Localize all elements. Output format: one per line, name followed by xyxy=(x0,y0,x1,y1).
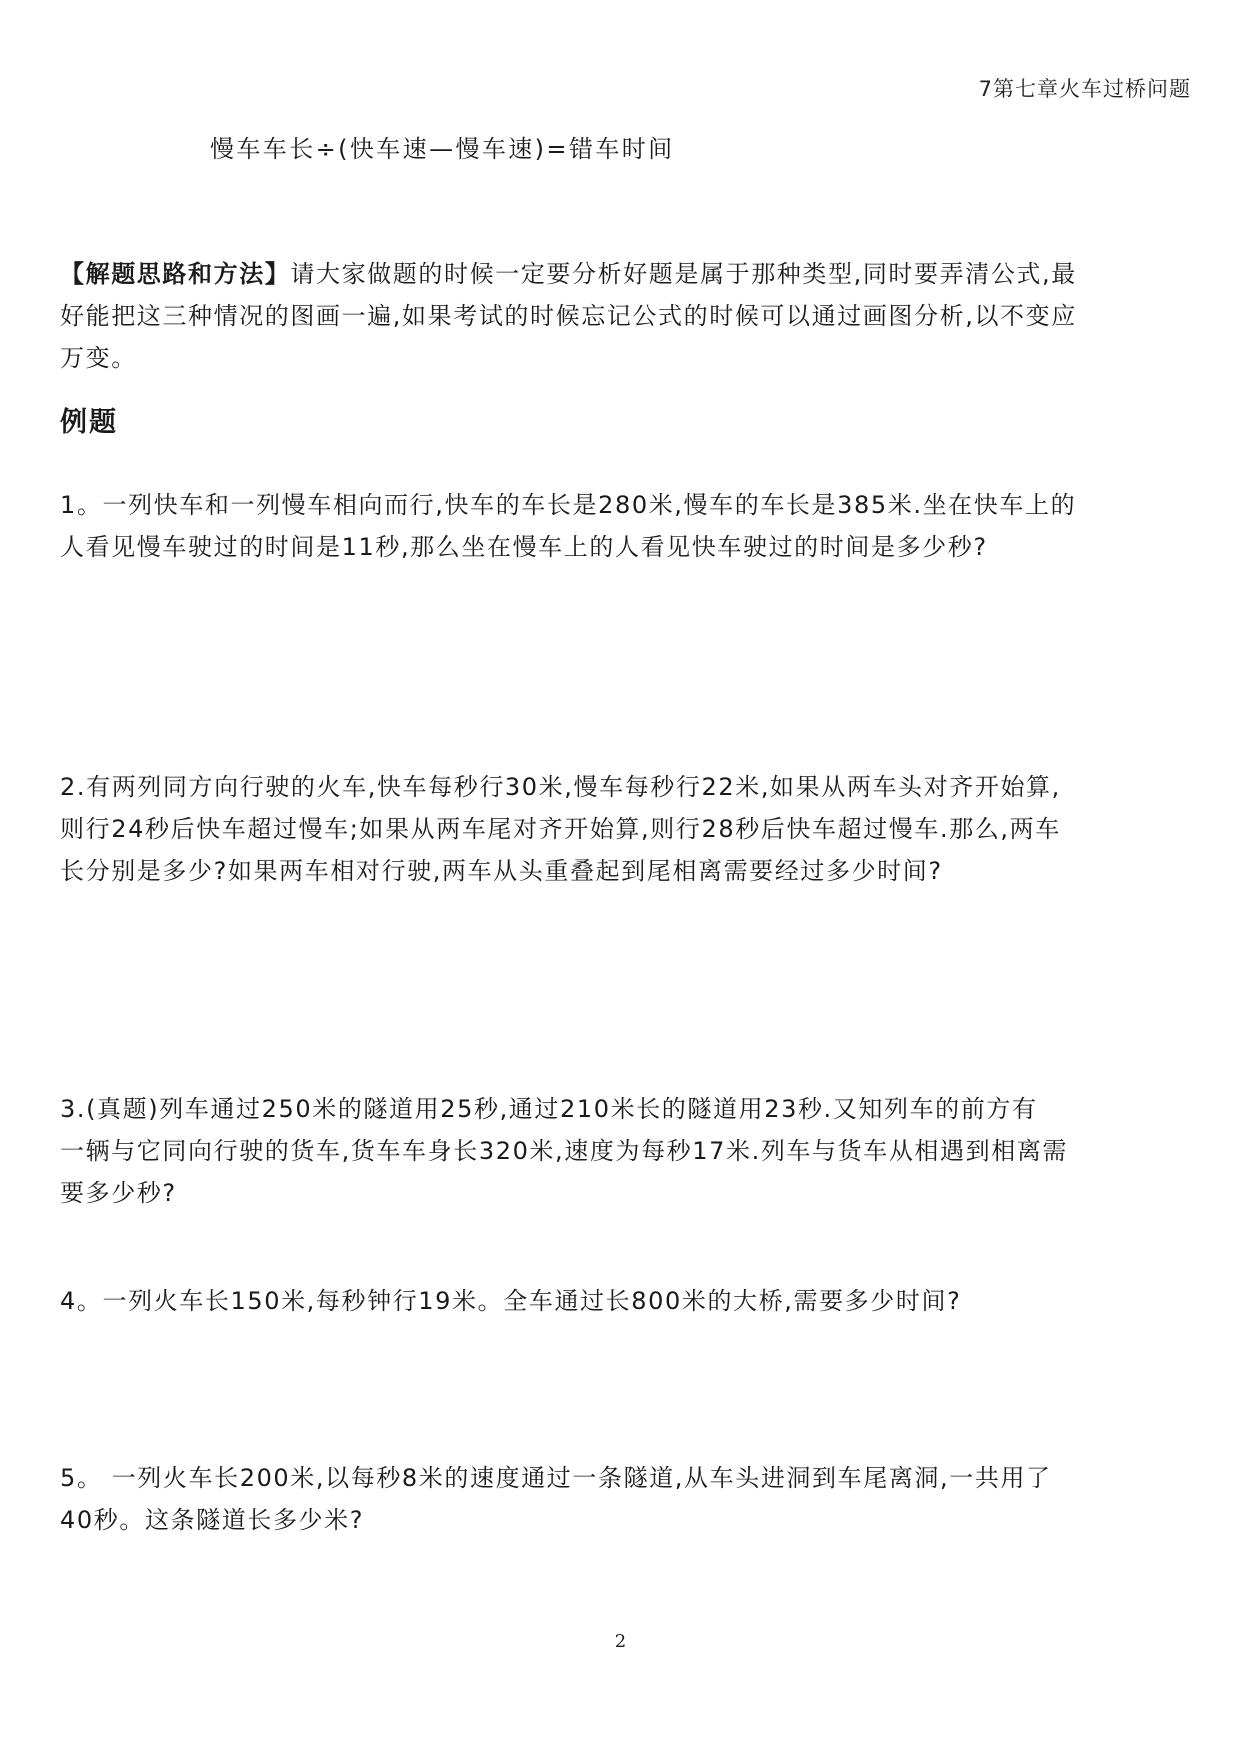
question-line: 4。一列火车长150米,每秒钟行19米。全车通过长800米的大桥,需要多少时间? xyxy=(60,1287,962,1315)
formula-line: 慢车车长÷(快车速—慢车速)=错车时间 xyxy=(210,135,675,163)
question-line: 则行24秒后快车超过慢车;如果从两车尾对齐开始算,则行28秒后快车超过慢车.那么,两车 xyxy=(60,815,1061,843)
method-title: 【解题思路和方法】 xyxy=(60,260,291,288)
method-line xyxy=(60,253,1180,295)
question-line: 一辆与它同向行驶的货车,货车车身长320米,速度为每秒17米.列车与货车从相遇到相离需 xyxy=(60,1137,1069,1165)
method-text: 请大家做题的时候一定要分析好题是属于那种类型,同时要弄清公式,最 xyxy=(290,260,1077,288)
question-line: 5。 一列火车长200米,以每秒8米的速度通过一条隧道,从车头进洞到车尾离洞,一共用了 xyxy=(60,1464,1052,1492)
question-line: 人看见慢车驶过的时间是11秒,那么坐在慢车上的人看见快车驶过的时间是多少秒? xyxy=(60,533,988,561)
method-paragraph xyxy=(60,253,1180,379)
question-3 xyxy=(60,1088,1200,1214)
question-line: 长分别是多少?如果两车相对行驶,两车从头重叠起到尾相离需要经过多少时间? xyxy=(60,857,943,885)
running-header: 7第七章火车过桥问题 xyxy=(978,77,1191,101)
examples-heading: 例题 xyxy=(60,407,118,438)
question-line: 2.有两列同方向行驶的火车,快车每秒行30米,慢车每秒行22米,如果从两车头对齐开始算, xyxy=(60,773,1061,801)
page-number: 2 xyxy=(614,1631,627,1652)
question-line: 3.(真题)列车通过250米的隧道用25秒,通过210米长的隧道用23秒.又知列车的前方有 xyxy=(60,1095,1038,1123)
question-line: 1。一列快车和一列慢车相向而行,快车的车长是280米,慢车的车长是385米.坐在快车上的 xyxy=(60,491,1077,519)
question-4 xyxy=(60,1280,1200,1322)
question-line: 要多少秒? xyxy=(60,1179,177,1207)
question-line: 40秒。这条隧道长多少米? xyxy=(60,1506,365,1534)
method-line: 万变。 xyxy=(60,344,137,372)
question-1 xyxy=(60,484,1200,568)
question-5 xyxy=(60,1457,1200,1541)
question-2 xyxy=(60,766,1200,892)
method-line: 好能把这三种情况的图画一遍,如果考试的时候忘记公式的时候可以通过画图分析,以不变应 xyxy=(60,302,1077,330)
